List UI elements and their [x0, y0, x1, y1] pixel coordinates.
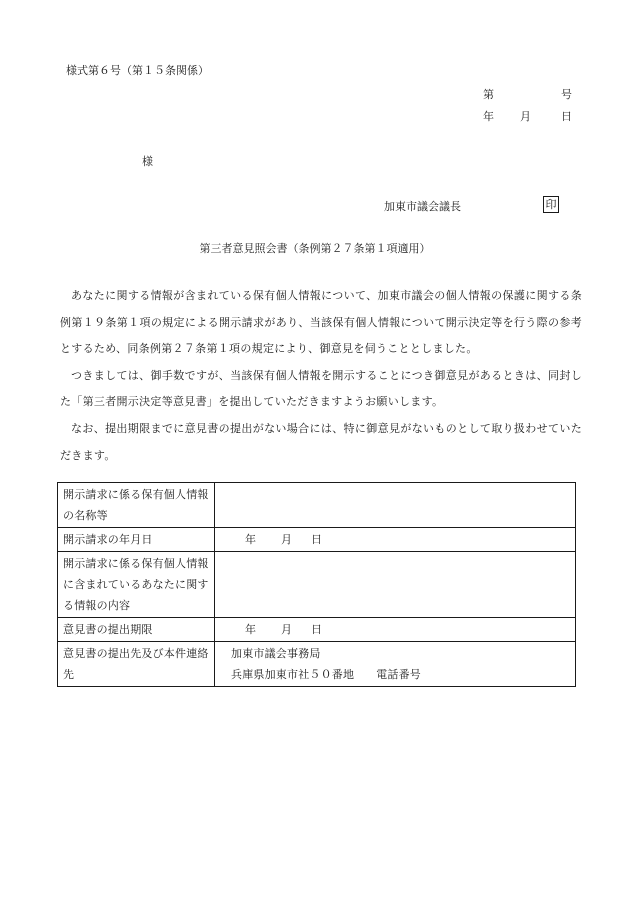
table-value-info-name — [215, 483, 576, 528]
contact-phone-label: 電話番号 — [376, 668, 422, 681]
table-value-request-date — [215, 528, 576, 552]
request-date-day: 日 — [311, 533, 323, 546]
table-label-deadline: 意見書の提出期限 — [58, 618, 215, 642]
issue-date-month: 月 — [520, 110, 531, 123]
contact-office: 加東市議会事務局 — [231, 647, 321, 660]
table-value-contact — [215, 642, 576, 687]
seal-stamp: 印 — [543, 196, 559, 213]
issue-date-year: 年 — [483, 110, 494, 123]
request-date-month: 月 — [281, 533, 293, 546]
table-row — [58, 618, 576, 642]
deadline-day: 日 — [311, 623, 323, 636]
table-label-info-name: 開示請求に係る保有個人情報の名称等 — [58, 483, 215, 528]
table-row — [58, 552, 576, 618]
document-number-suffix: 号 — [561, 88, 572, 101]
addressee-honorific: 様 — [142, 155, 153, 168]
table-label-contact: 意見書の提出先及び本件連絡先 — [58, 642, 215, 687]
body-text — [60, 283, 582, 469]
body-paragraph-3: なお、提出期限までに意見書の提出がない場合には、特に御意見がないものとして取り扱わせていただきます。 — [60, 421, 582, 462]
body-paragraph-1: あなたに関する情報が含まれている保有個人情報について、加東市議会の個人情報の保護に関する条例第１９条第１項の規定による開示請求があり、当該保有個人情報について開示決定等を行う際の参考とするため、同条例第２７条第１項の規定により、御意見を伺うこととしました。 — [60, 289, 582, 356]
table-row — [58, 642, 576, 687]
info-table — [57, 482, 576, 687]
issue-date-day: 日 — [561, 110, 572, 123]
document-title: 第三者意見照会書（条例第２７条第１項適用） — [199, 242, 431, 255]
table-label-request-date: 開示請求の年月日 — [58, 528, 215, 552]
table-row — [58, 483, 576, 528]
contact-address: 兵庫県加東市社５０番地 — [231, 668, 355, 681]
table-row — [58, 528, 576, 552]
request-date-year: 年 — [245, 533, 257, 546]
document-number-label: 第 — [483, 88, 494, 101]
deadline-year: 年 — [245, 623, 257, 636]
table-value-info-content — [215, 552, 576, 618]
table-value-deadline — [215, 618, 576, 642]
contact-address-line — [231, 664, 570, 685]
table-label-info-content: 開示請求に係る保有個人情報に含まれているあなたに関する情報の内容 — [58, 552, 215, 618]
body-paragraph-2: つきましては、御手数ですが、当該保有個人情報を開示することにつき御意見があるときは、同封した「第三者開示決定等意見書」を提出していただきますようお願いします。 — [60, 368, 582, 409]
deadline-month: 月 — [281, 623, 293, 636]
sender-name: 加東市議会議長 — [384, 200, 461, 213]
form-number: 様式第６号（第１５条関係） — [66, 64, 209, 77]
